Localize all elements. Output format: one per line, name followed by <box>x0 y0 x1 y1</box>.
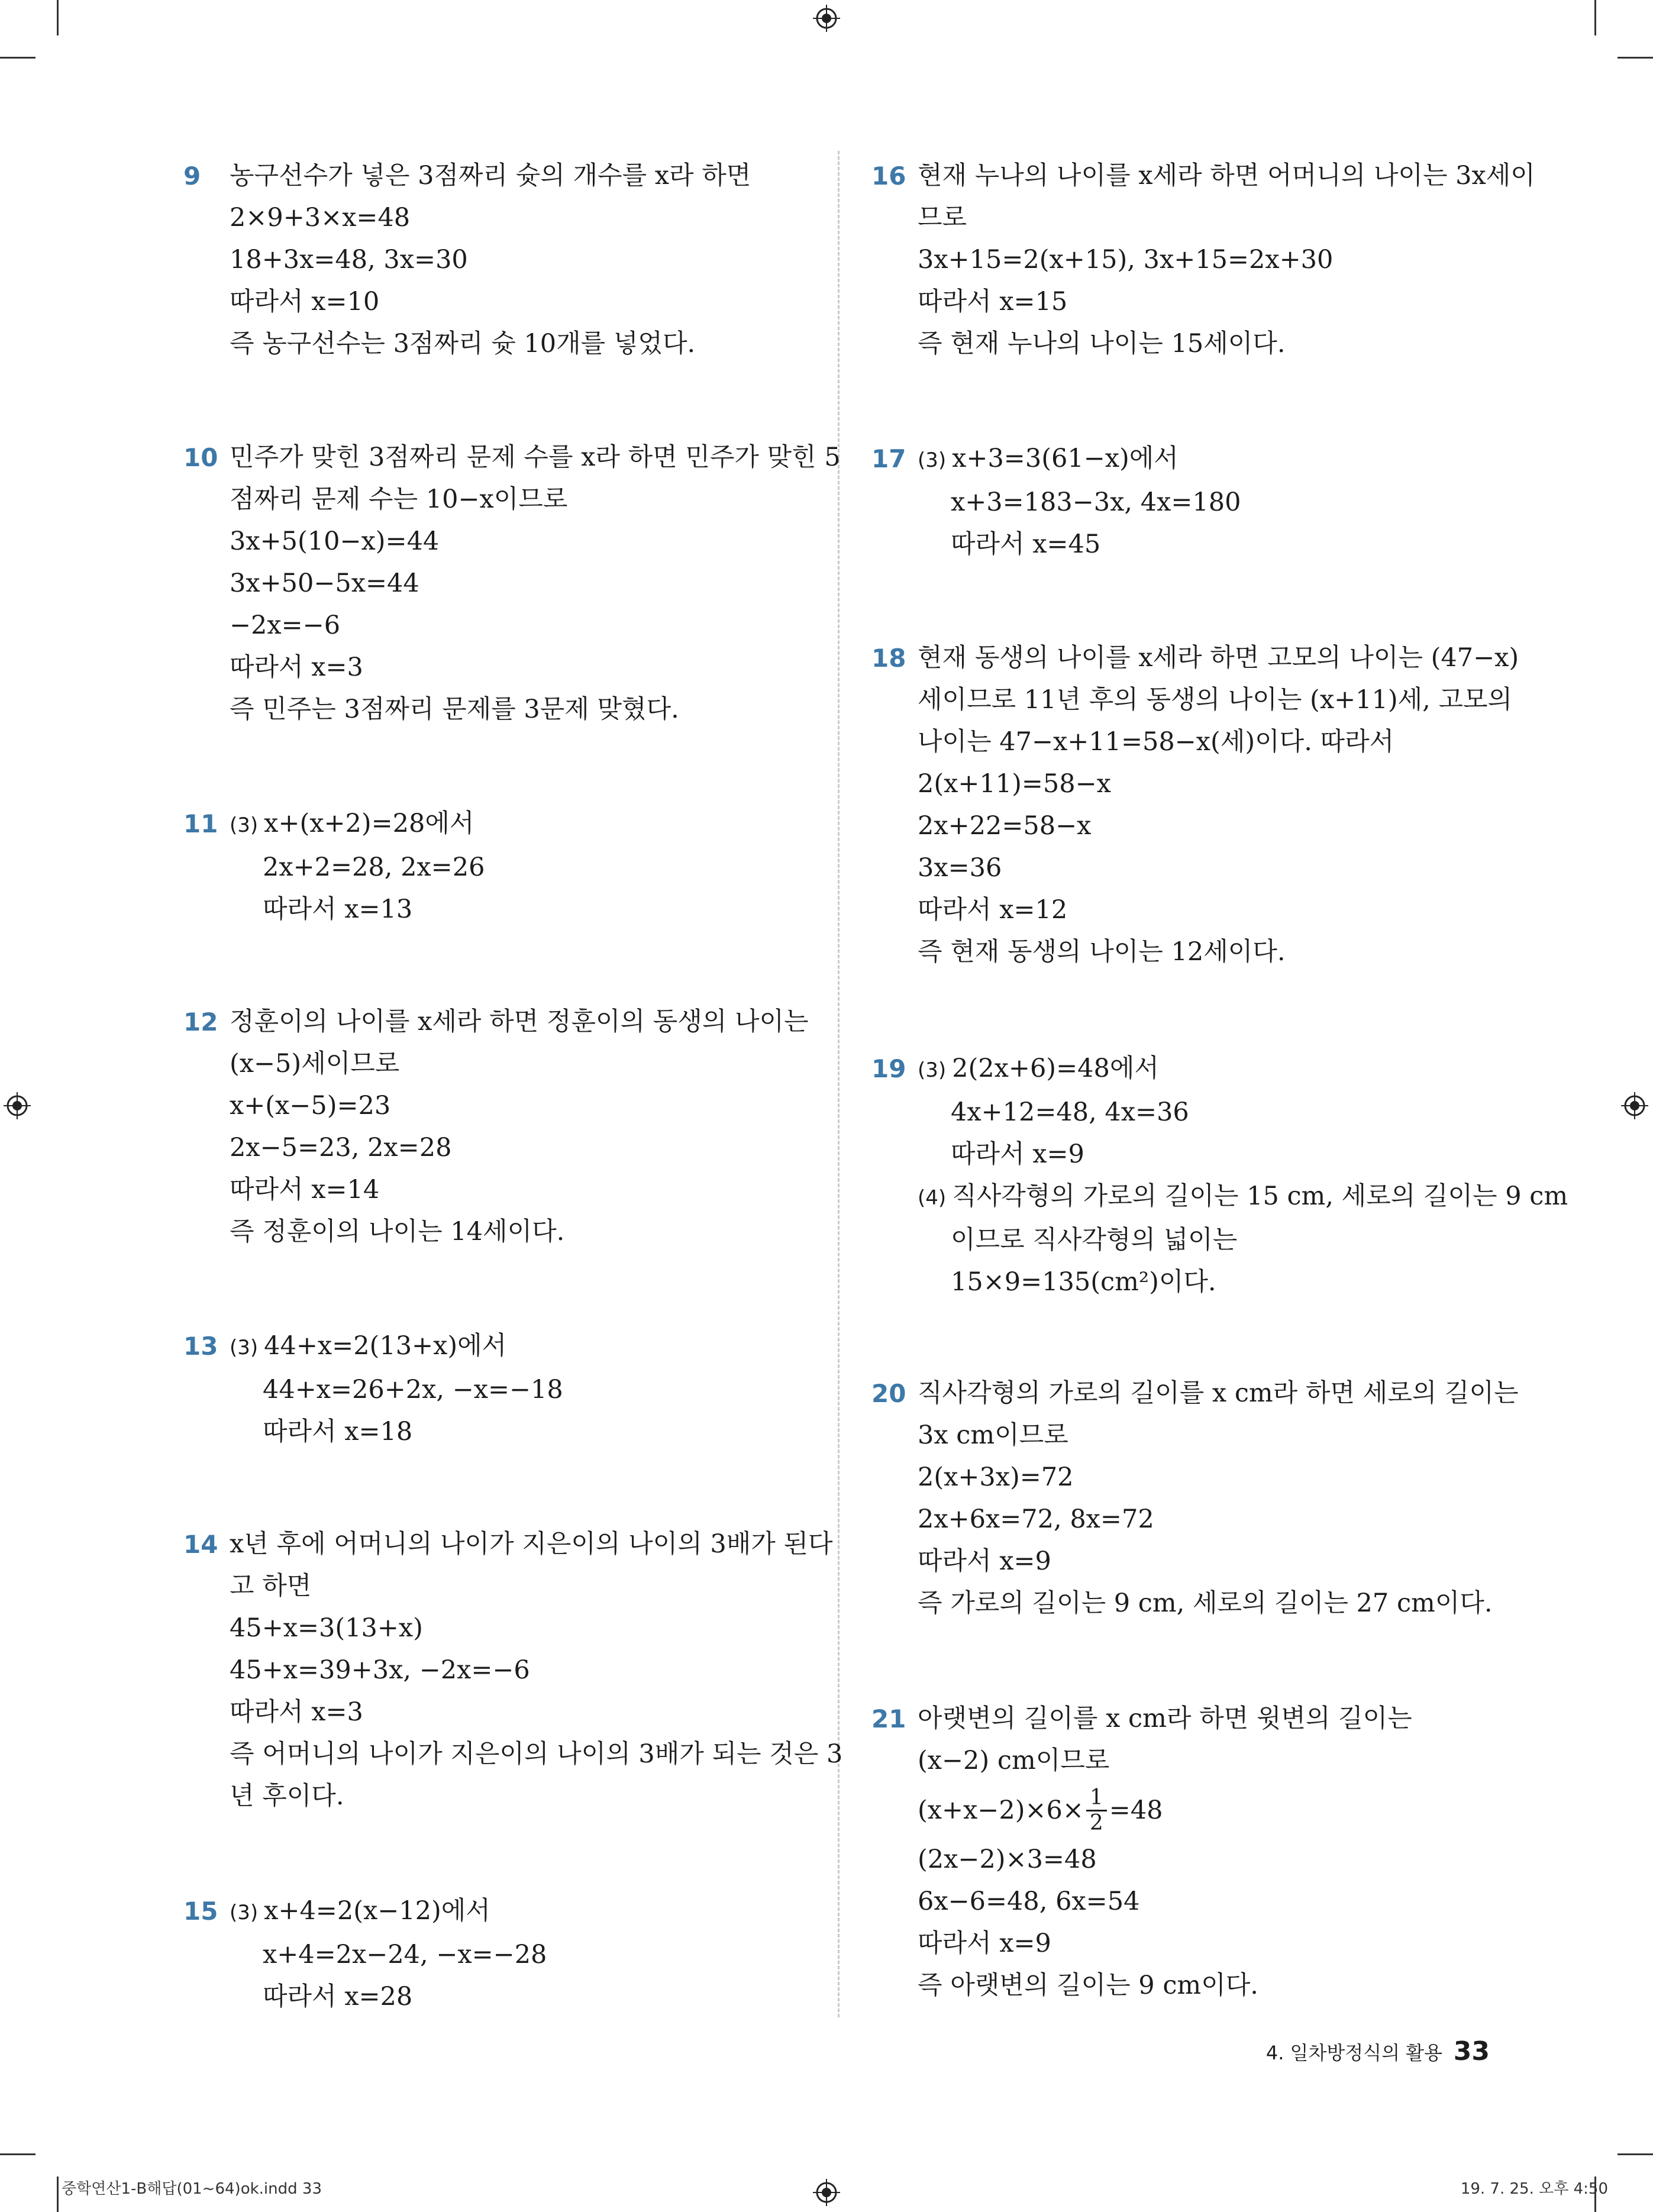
registration-mark-icon <box>813 2179 840 2206</box>
solution-line <box>918 438 1241 482</box>
solution-text: (x+x−2)×6× <box>918 1796 1084 1825</box>
solution-line: (2x−2)×3=48 <box>918 1845 1097 1874</box>
solution-line: 현재 누나의 나이를 x세라 하면 어머니의 나이는 3x세이 <box>918 161 1535 190</box>
solution-text: 44+x=2(13+x)에서 <box>264 1331 507 1361</box>
solution-line: 현재 동생의 나이를 x세라 하면 고모의 나이는 (47−x) <box>918 643 1519 673</box>
solution-line: 즉 현재 동생의 나이는 12세이다. <box>918 937 1286 967</box>
problem-16 <box>871 155 1535 365</box>
solution-line: 즉 어머니의 나이가 지은이의 나이의 3배가 되는 것은 3 <box>230 1739 843 1769</box>
problem-number: 9 <box>183 162 201 190</box>
solution-line: 따라서 x=15 <box>918 287 1068 317</box>
slug-date-info: 19. 7. 25. 오후 4:50 <box>1460 2180 1608 2198</box>
solution-line: 따라서 x=12 <box>918 895 1068 925</box>
registration-mark-icon <box>1621 1092 1648 1119</box>
problem-number: 12 <box>183 1007 218 1036</box>
solution-line: 2(x+11)=58−x <box>918 769 1111 799</box>
sub-question-label: (3) <box>918 448 947 472</box>
solution-line: 3x=36 <box>918 853 1002 883</box>
solution-line: 따라서 x=9 <box>918 1929 1051 1958</box>
solution-line: 6x−6=48, 6x=54 <box>918 1887 1140 1916</box>
problem-number: 14 <box>183 1530 218 1559</box>
solution-line: 따라서 x=9 <box>951 1139 1084 1169</box>
trim-mark <box>57 2177 59 2212</box>
problem-number: 13 <box>183 1332 218 1361</box>
trim-mark <box>0 57 35 59</box>
problem-number: 15 <box>183 1897 218 1926</box>
solution-line: 45+x=39+3x, −2x=−6 <box>230 1655 530 1685</box>
problem-number: 18 <box>871 644 906 673</box>
problem-9 <box>183 155 751 365</box>
solution-line: 3x+5(10−x)=44 <box>230 527 440 556</box>
solution-text: =48 <box>1109 1796 1163 1825</box>
solution-line: 점짜리 문제 수는 10−x이므로 <box>230 485 568 514</box>
solution-line <box>230 1890 547 1934</box>
solution-line: 2×9+3×x=48 <box>230 203 411 232</box>
solution-line: 즉 민주는 3점짜리 문제를 3문제 맞혔다. <box>230 695 679 724</box>
solution-line: 3x+15=2(x+15), 3x+15=2x+30 <box>918 245 1334 275</box>
solution-line: 45+x=3(13+x) <box>230 1613 423 1643</box>
solution-line <box>230 803 485 847</box>
solution-text: x+3=3(61−x)에서 <box>952 444 1179 473</box>
page-number: 33 <box>1453 2036 1490 2066</box>
problem-number: 16 <box>871 162 906 190</box>
solution-line: 2x−5=23, 2x=28 <box>230 1133 452 1162</box>
problem-15 <box>183 1890 547 2018</box>
solution-line <box>230 1325 563 1369</box>
solution-line: 4x+12=48, 4x=36 <box>951 1097 1189 1127</box>
problem-13 <box>183 1325 563 1453</box>
problem-number: 11 <box>183 809 218 838</box>
problem-17 <box>871 438 1241 566</box>
fraction <box>1086 1786 1107 1835</box>
solution-line: 따라서 x=9 <box>918 1546 1051 1576</box>
problem-10 <box>183 437 841 731</box>
solution-line: 3x cm이므로 <box>918 1420 1068 1450</box>
registration-mark-icon <box>813 5 840 32</box>
solution-line: 아랫변의 길이를 x cm라 하면 윗변의 길이는 <box>918 1704 1412 1733</box>
solution-line: 2x+22=58−x <box>918 811 1092 841</box>
solution-line: 정훈이의 나이를 x세라 하면 정훈이의 동생의 나이는 <box>230 1007 809 1036</box>
chapter-title-text: 4. 일차방정식의 활용 <box>1265 2042 1442 2064</box>
solution-line: 18+3x=48, 3x=30 <box>230 245 468 275</box>
solution-line: 2(x+3x)=72 <box>918 1462 1074 1492</box>
solution-line <box>918 1048 1568 1092</box>
solution-line: 직사각형의 가로의 길이를 x cm라 하면 세로의 길이는 <box>918 1378 1519 1408</box>
solution-line: 나이는 47−x+11=58−x(세)이다. 따라서 <box>918 727 1394 757</box>
solution-line: 2x+2=28, 2x=26 <box>263 852 485 882</box>
solution-line: 따라서 x=18 <box>263 1417 413 1446</box>
problem-11 <box>183 803 485 931</box>
solution-line: 따라서 x=13 <box>263 895 413 924</box>
sub-question-label: (3) <box>918 1058 947 1082</box>
sub-question-label: (4) <box>918 1186 947 1210</box>
solution-line: −2x=−6 <box>230 611 341 640</box>
solution-line: 15×9=135(cm²)이다. <box>951 1267 1216 1297</box>
solution-line: 즉 현재 누나의 나이는 15세이다. <box>918 329 1286 359</box>
solution-line: 2x+6x=72, 8x=72 <box>918 1504 1154 1534</box>
solution-line <box>918 1176 1568 1219</box>
trim-mark <box>1618 2153 1653 2155</box>
sub-question-label: (3) <box>230 1336 259 1360</box>
solution-line: 따라서 x=10 <box>230 287 380 317</box>
solution-line: 즉 농구선수는 3점짜리 슛 10개를 넣었다. <box>230 329 696 359</box>
trim-mark <box>0 2153 35 2155</box>
solution-line: 3x+50−5x=44 <box>230 569 419 598</box>
trim-mark <box>1618 57 1653 59</box>
solution-line: x+4=2x−24, −x=−28 <box>263 1940 547 1969</box>
problem-21 <box>871 1698 1412 2007</box>
problem-number: 20 <box>871 1379 906 1408</box>
trim-mark <box>1594 0 1596 35</box>
solution-line: 민주가 맞힌 3점짜리 문제 수를 x라 하면 민주가 맞힌 5 <box>230 443 841 472</box>
solution-line: 년 후이다. <box>230 1781 344 1811</box>
problem-number: 17 <box>871 444 906 473</box>
solution-line: 44+x=26+2x, −x=−18 <box>263 1375 563 1404</box>
solution-text: x+4=2(x−12)에서 <box>264 1896 490 1926</box>
solution-line: 따라서 x=14 <box>230 1175 380 1205</box>
solution-text: 2(2x+6)=48에서 <box>952 1054 1159 1083</box>
registration-mark-icon <box>4 1092 31 1119</box>
solution-line: 세이므로 11년 후의 동생의 나이는 (x+11)세, 고모의 <box>918 685 1513 715</box>
solution-line: 이므로 직사각형의 넓이는 <box>951 1225 1238 1255</box>
solution-line: x+3=183−3x, 4x=180 <box>951 487 1241 517</box>
problem-20 <box>871 1373 1519 1625</box>
solution-line: 므로 <box>918 203 967 232</box>
solution-line: 따라서 x=45 <box>951 529 1101 559</box>
solution-line: x년 후에 어머니의 나이가 지은이의 나이의 3배가 된다 <box>230 1529 833 1559</box>
solution-line: 농구선수가 넣은 3점짜리 슛의 개수를 x라 하면 <box>230 161 751 190</box>
slug-file-info: 중학연산1-B해답(01~64)ok.indd 33 <box>62 2180 322 2198</box>
solution-line: 따라서 x=3 <box>230 1697 363 1727</box>
problem-19 <box>871 1048 1568 1303</box>
problem-18 <box>871 637 1519 973</box>
trim-mark <box>57 0 59 35</box>
fraction-numerator: 1 <box>1086 1786 1107 1811</box>
solution-line: 고 하면 <box>230 1571 312 1601</box>
fraction-denominator: 2 <box>1089 1810 1103 1835</box>
solution-line: (x−5)세이므로 <box>230 1049 400 1078</box>
chapter-title <box>1266 2035 1442 2071</box>
solution-line: x+(x−5)=23 <box>230 1091 391 1120</box>
sub-question-label: (3) <box>230 813 259 837</box>
solution-line: 따라서 x=3 <box>230 653 363 682</box>
sub-question-label: (3) <box>230 1901 259 1924</box>
problem-12 <box>183 1001 809 1253</box>
solution-line <box>918 1782 1412 1839</box>
solution-line: 즉 정훈이의 나이는 14세이다. <box>230 1217 565 1247</box>
solution-line: 즉 아랫변의 길이는 9 cm이다. <box>918 1971 1258 2000</box>
problem-number: 10 <box>183 443 218 472</box>
solution-text: 직사각형의 가로의 길이는 15 cm, 세로의 길이는 9 cm <box>952 1181 1568 1211</box>
solution-line: 따라서 x=28 <box>263 1982 413 2011</box>
solution-line: 즉 가로의 길이는 9 cm, 세로의 길이는 27 cm이다. <box>918 1588 1493 1618</box>
problem-number: 19 <box>871 1054 906 1083</box>
problem-number: 21 <box>871 1704 906 1733</box>
solution-line: (x−2) cm이므로 <box>918 1746 1110 1775</box>
solution-text: x+(x+2)=28에서 <box>264 809 474 838</box>
problem-14 <box>183 1523 842 1817</box>
